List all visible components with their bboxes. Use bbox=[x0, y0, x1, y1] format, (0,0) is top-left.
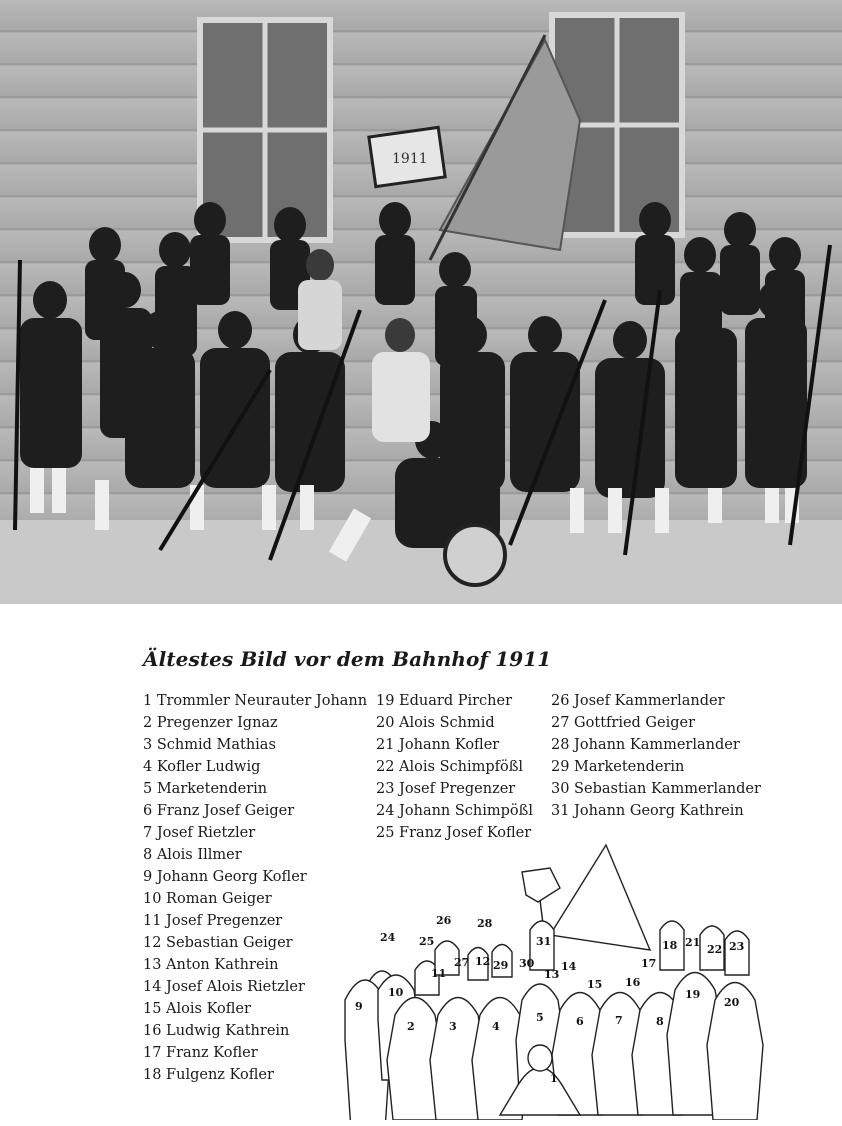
name-entry: 21 Johann Kofler bbox=[376, 737, 500, 753]
key-number: 5 bbox=[536, 1011, 544, 1024]
name-entry: 20 Alois Schmid bbox=[376, 715, 495, 731]
key-number: 28 bbox=[477, 917, 493, 930]
figure-key-diagram bbox=[330, 840, 780, 1120]
name-entry: 16 Ludwig Kathrein bbox=[143, 1023, 290, 1039]
name-list-column-2 bbox=[376, 690, 533, 844]
key-number: 22 bbox=[707, 943, 723, 956]
name-entry: 18 Fulgenz Kofler bbox=[143, 1067, 274, 1083]
key-number: 8 bbox=[656, 1015, 664, 1028]
name-list-column-3 bbox=[551, 690, 761, 822]
name-entry: 5 Marketenderin bbox=[143, 781, 268, 797]
name-entry: 17 Franz Kofler bbox=[143, 1045, 258, 1061]
key-number: 18 bbox=[662, 939, 678, 952]
key-number: 11 bbox=[431, 967, 447, 980]
name-entry: 14 Josef Alois Rietzler bbox=[143, 979, 305, 995]
name-entry: 10 Roman Geiger bbox=[143, 891, 272, 907]
key-number: 23 bbox=[729, 940, 745, 953]
key-number: 1 bbox=[550, 1072, 558, 1085]
key-number: 26 bbox=[436, 914, 452, 927]
key-number: 4 bbox=[492, 1020, 500, 1033]
name-entry: 19 Eduard Pircher bbox=[376, 693, 513, 709]
photo-banner-text: 1911 bbox=[392, 151, 428, 167]
name-entry: 6 Franz Josef Geiger bbox=[143, 803, 295, 819]
name-entry: 31 Johann Georg Kathrein bbox=[551, 803, 744, 819]
name-entry: 25 Franz Josef Kofler bbox=[376, 825, 532, 841]
name-entry: 27 Gottfried Geiger bbox=[551, 715, 696, 731]
name-entry: 22 Alois Schimpfößl bbox=[376, 759, 524, 775]
key-number: 19 bbox=[685, 988, 701, 1001]
name-entry: 12 Sebastian Geiger bbox=[143, 935, 293, 951]
name-entry: 26 Josef Kammerlander bbox=[551, 693, 725, 709]
key-number: 13 bbox=[544, 968, 560, 981]
name-entry: 13 Anton Kathrein bbox=[143, 957, 279, 973]
key-number: 10 bbox=[388, 986, 404, 999]
name-entry: 4 Kofler Ludwig bbox=[143, 759, 261, 775]
name-entry: 11 Josef Pregenzer bbox=[143, 913, 283, 929]
name-entry: 8 Alois Illmer bbox=[143, 847, 242, 863]
key-number: 20 bbox=[724, 996, 740, 1009]
name-entry: 3 Schmid Mathias bbox=[143, 737, 276, 753]
caption-title: Ältestes Bild vor dem Bahnhof 1911 bbox=[143, 647, 552, 671]
key-number: 7 bbox=[615, 1014, 623, 1027]
name-entry: 15 Alois Kofler bbox=[143, 1001, 251, 1017]
name-entry: 7 Josef Rietzler bbox=[143, 825, 256, 841]
key-number: 25 bbox=[419, 935, 435, 948]
key-number: 21 bbox=[685, 936, 701, 949]
key-number: 6 bbox=[576, 1015, 584, 1028]
key-number: 31 bbox=[536, 935, 552, 948]
key-number: 9 bbox=[355, 1000, 363, 1013]
key-number: 2 bbox=[407, 1020, 415, 1033]
key-number: 17 bbox=[641, 957, 657, 970]
name-entry: 9 Johann Georg Kofler bbox=[143, 869, 307, 885]
key-number: 16 bbox=[625, 976, 641, 989]
key-number: 14 bbox=[561, 960, 577, 973]
key-number: 30 bbox=[519, 957, 535, 970]
name-entry: 30 Sebastian Kammerlander bbox=[551, 781, 761, 797]
key-number: 15 bbox=[587, 978, 603, 991]
name-entry: 24 Johann Schimpößl bbox=[376, 803, 533, 819]
name-entry: 29 Marketenderin bbox=[551, 759, 685, 775]
key-number: 12 bbox=[475, 955, 491, 968]
name-entry: 2 Pregenzer Ignaz bbox=[143, 715, 278, 731]
key-number: 3 bbox=[449, 1020, 457, 1033]
key-number: 27 bbox=[454, 956, 470, 969]
name-entry: 28 Johann Kammerlander bbox=[551, 737, 740, 753]
name-entry: 23 Josef Pregenzer bbox=[376, 781, 516, 797]
name-entry: 1 Trommler Neurauter Johann bbox=[143, 693, 368, 709]
key-number: 24 bbox=[380, 931, 396, 944]
key-number: 29 bbox=[493, 959, 509, 972]
